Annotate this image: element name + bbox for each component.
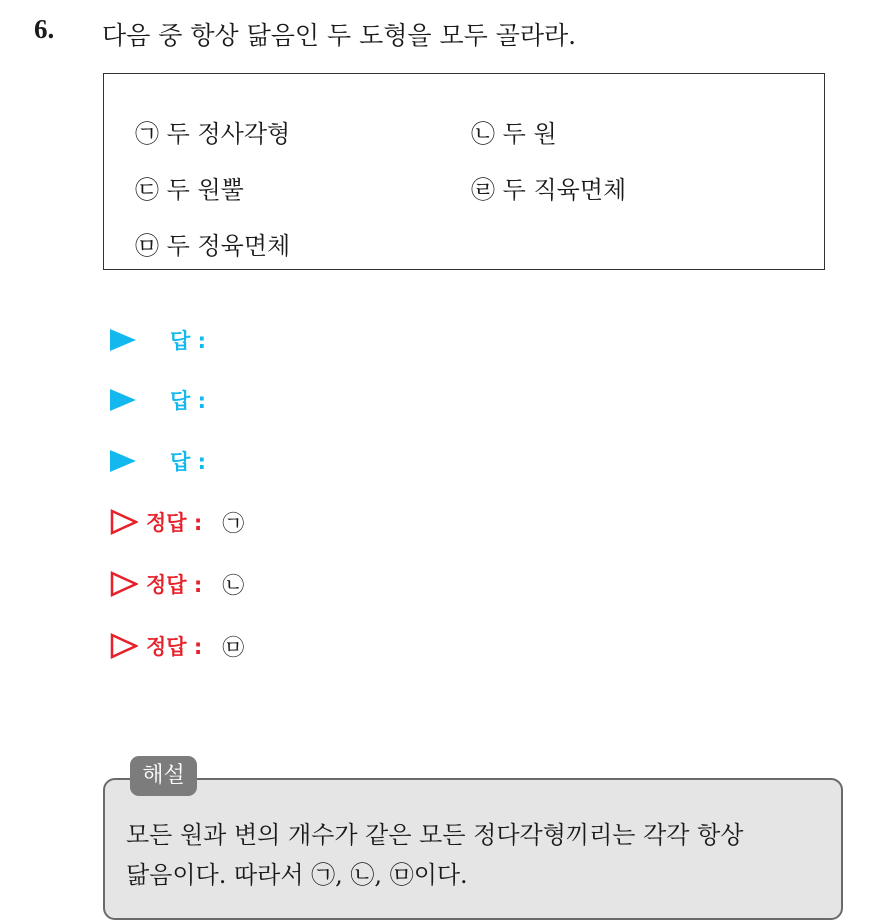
correct-value: ㉤	[222, 635, 245, 661]
option-text: 두 원뿔	[166, 176, 244, 204]
option-5	[135, 226, 290, 261]
answer-row-3[interactable]	[110, 446, 206, 476]
correct-row-1	[110, 507, 244, 537]
outline-triangle-icon	[110, 571, 138, 597]
correct-row-2	[110, 569, 244, 599]
question-text: 다음 중 항상 닮음인 두 도형을 모두 골라라.	[102, 21, 577, 50]
play-triangle-icon	[110, 450, 136, 472]
correct-value: ㉠	[222, 511, 245, 537]
correct-value: ㉡	[222, 573, 245, 599]
option-4	[471, 170, 626, 205]
outline-triangle-icon	[110, 509, 138, 535]
explanation-text	[126, 815, 826, 895]
option-text: 두 정사각형	[166, 120, 291, 148]
option-symbol: ㉢	[135, 176, 159, 204]
question-number: 6.	[34, 14, 55, 44]
correct-label: 정답 :	[146, 511, 203, 535]
correct-label: 정답 :	[146, 573, 203, 597]
answer-row-1[interactable]	[110, 325, 206, 355]
answer-label: 답 :	[170, 389, 206, 413]
explanation-tag: 해설	[130, 756, 197, 796]
option-2	[471, 114, 557, 149]
answer-label: 답 :	[170, 329, 206, 353]
correct-label: 정답 :	[146, 635, 203, 659]
correct-row-3	[110, 631, 244, 661]
outline-triangle-icon	[110, 633, 138, 659]
explanation-line-2: 닮음이다. 따라서 ㉠, ㉡, ㉤이다.	[126, 861, 468, 889]
option-1	[135, 114, 290, 149]
explanation-line-1: 모든 원과 변의 개수가 같은 모든 정다각형끼리는 각각 항상	[126, 821, 744, 849]
option-symbol: ㉠	[135, 120, 159, 148]
options-box	[103, 73, 825, 270]
option-symbol: ㉡	[471, 120, 495, 148]
answer-label: 답 :	[170, 450, 206, 474]
option-text: 두 정육면체	[166, 232, 291, 260]
option-symbol: ㉣	[471, 176, 495, 204]
option-symbol: ㉤	[135, 232, 159, 260]
play-triangle-icon	[110, 329, 136, 351]
answer-row-2[interactable]	[110, 385, 206, 415]
option-3	[135, 170, 244, 205]
option-text: 두 원	[502, 120, 557, 148]
play-triangle-icon	[110, 389, 136, 411]
option-text: 두 직육면체	[502, 176, 627, 204]
